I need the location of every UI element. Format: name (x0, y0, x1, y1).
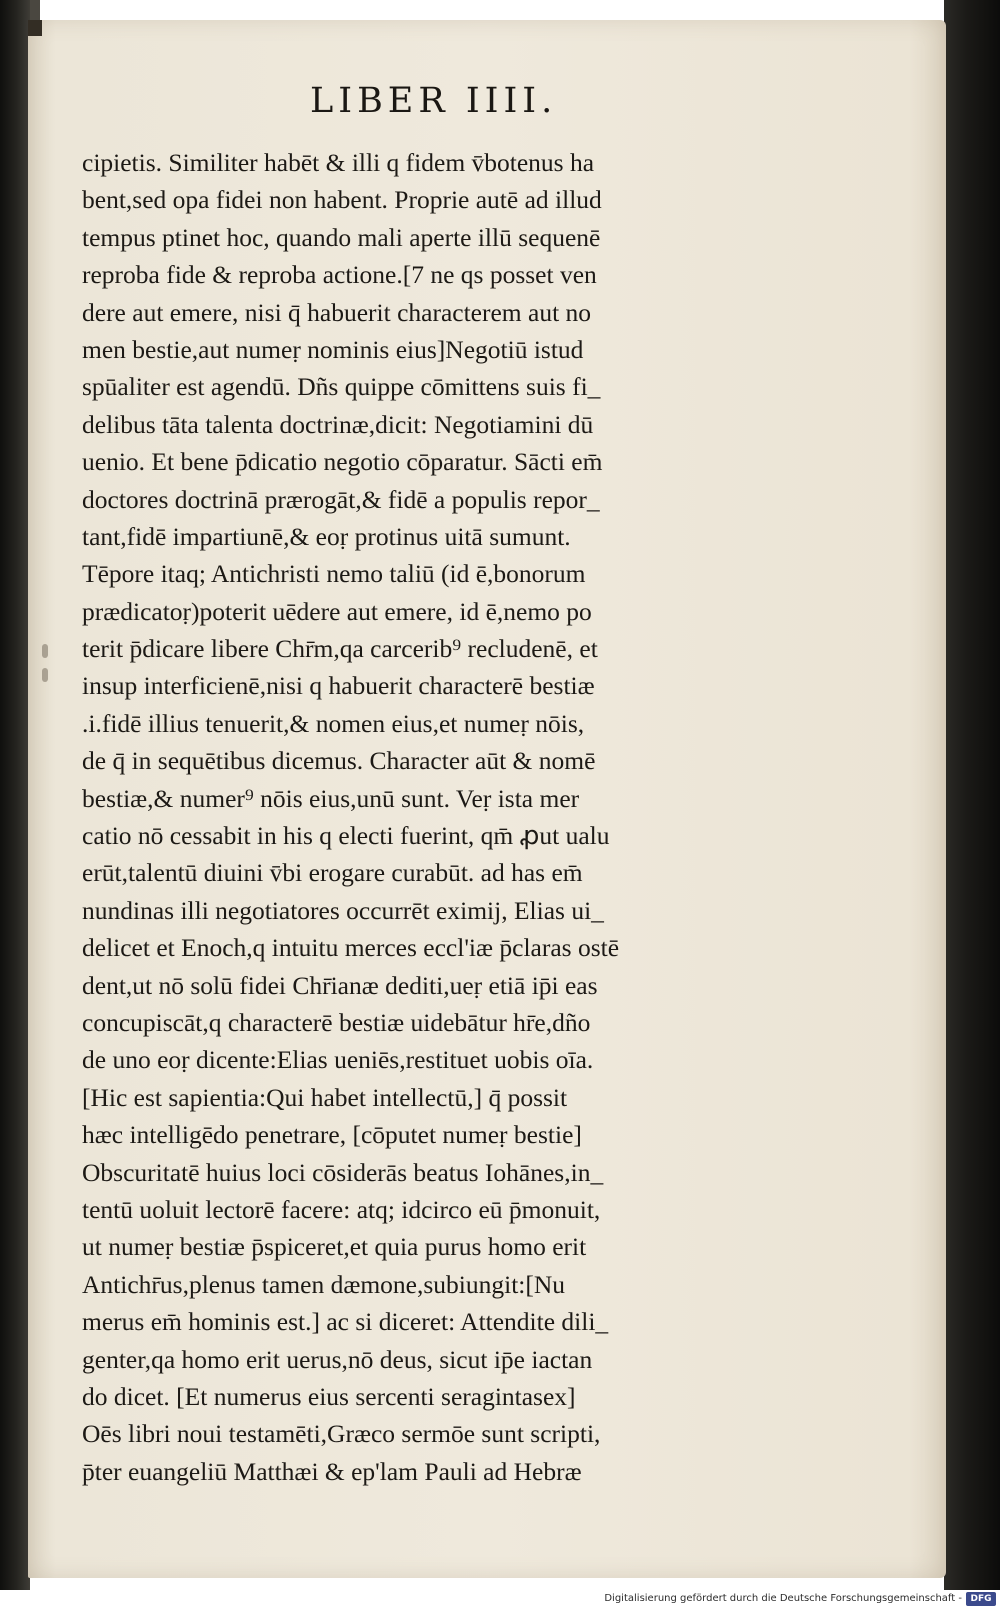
text-line: tentū uoluit lectorē facere: atq; idcirco eū p̄monuit, (82, 1194, 601, 1224)
text-line: Tēpore itaq; Antichristi nemo taliū (id ē,bonorum (82, 559, 586, 589)
text-line: terit p̄dicare libere Chr̄m,qa carcerib⁹ recludenē, et (82, 634, 598, 664)
text-line: erūt,talentū diuini v̄bi erogare curabūt. ad has em̄ (82, 858, 583, 888)
text-line: insup interficienē,nisi q habuerit characterē bestiæ (82, 671, 595, 701)
funding-credit: Digitalisierung gefördert durch die Deutsche Forschungsgemeinschaft - (604, 1593, 962, 1604)
text-line: concupiscāt,q characterē bestiæ uidebātur hr̄e,dño (82, 1007, 591, 1037)
text-line: dent,ut nō solū fidei Chr̄ianæ dediti,ueṛ etiā ip̄i eas (82, 970, 598, 1000)
binding-edge-left (0, 0, 30, 1590)
text-line: delicet et Enoch,q intuitu merces eccl'iæ p̄claras ostē (82, 933, 620, 963)
text-line: hæc intelligēdo penetrare, [cōputet numeṛ bestie] (82, 1120, 582, 1150)
text-line: men bestie,aut numeṛ nominis eius]Negotiū istud (82, 334, 584, 364)
text-block (82, 144, 782, 1490)
scan-background-right (944, 0, 1000, 1590)
dfg-logo[interactable]: DFG (966, 1592, 996, 1606)
gutter-mark (42, 668, 48, 682)
running-head: LIBER IIII. (310, 81, 558, 121)
text-line: ut numeṛ bestiæ p̄spiceret,et quia purus homo erit (82, 1232, 587, 1262)
text-line: do dicet. [Et numerus eius sercenti seragintasex] (82, 1381, 576, 1411)
text-line: Obscuritatē huius loci cōsiderās beatus Iohānes,in_ (82, 1157, 604, 1187)
text-line: [Hic est sapientia:Qui habet intellectū,] q̄ possit (82, 1082, 568, 1112)
text-line: genter,qa homo erit uerus,nō deus, sicut ip̄e iactan (82, 1344, 593, 1374)
text-line: uenio. Et bene p̄dicatio negotio cōparatur. Sācti em̄ (82, 447, 603, 477)
text-line: p̄ter euangeliū Matthæi & ep'lam Pauli ad Hebræ (82, 1456, 582, 1486)
text-line: bent,sed opa fidei non habent. Proprie autē ad illud (82, 185, 602, 215)
text-line: cipietis. Similiter habēt & illi q fidem v̄botenus ha (82, 148, 595, 177)
text-line: delibus tāta talenta doctrinæ,dicit: Negotiamini dū (82, 409, 594, 439)
text-line: tant,fidē impartiunē,& eoṛ protinus uitā sumunt. (82, 521, 571, 551)
page-corner-shadow (28, 20, 42, 36)
gutter-mark (42, 644, 48, 658)
text-line: tempus ptinet hoc, quando mali aperte illū sequenē (82, 222, 601, 252)
footer-bar (0, 1590, 1000, 1608)
text-line: de uno eoṛ dicente:Elias ueniēs,restituet uobis oīa. (82, 1045, 594, 1075)
text-line: spūaliter est agendū. Dñs quippe cōmittens suis fi_ (82, 372, 601, 402)
text-line: de q̄ in sequētibus dicemus. Character aūt & nomē (82, 746, 596, 776)
text-line: nundinas illi negotiatores occurrēt eximij, Elias ui_ (82, 895, 604, 925)
book-page (28, 20, 946, 1578)
text-line: doctores doctrinā prærogāt,& fidē a populis repor_ (82, 484, 600, 514)
text-line: bestiæ,& numer⁹ nōis eius,unū sunt. Veṛ ista mer (82, 783, 580, 813)
text-line: dere aut emere, nisi q̄ habuerit characterem aut no (82, 297, 592, 327)
text-line: merus em̄ hominis est.] ac si diceret: Attendite dili_ (82, 1307, 609, 1337)
text-line: prædicatoṛ)poterit uēdere aut emere, id ē,nemo po (82, 596, 592, 626)
text-line: Oēs libri noui testamēti,Græco sermōe sunt scripti, (82, 1419, 601, 1449)
text-line: Antichr̄us,plenus tamen dæmone,subiungit:[Nu (82, 1269, 566, 1299)
text-line: .i.fidē illius tenuerit,& nomen eius,et numeṛ nōis, (82, 708, 585, 738)
text-line: reproba fide & reproba actione.[7 ne qs posset ven (82, 260, 597, 290)
text-line: catio nō cessabit in his q electi fuerint, qm̄ ꝓut ualu (82, 821, 610, 851)
